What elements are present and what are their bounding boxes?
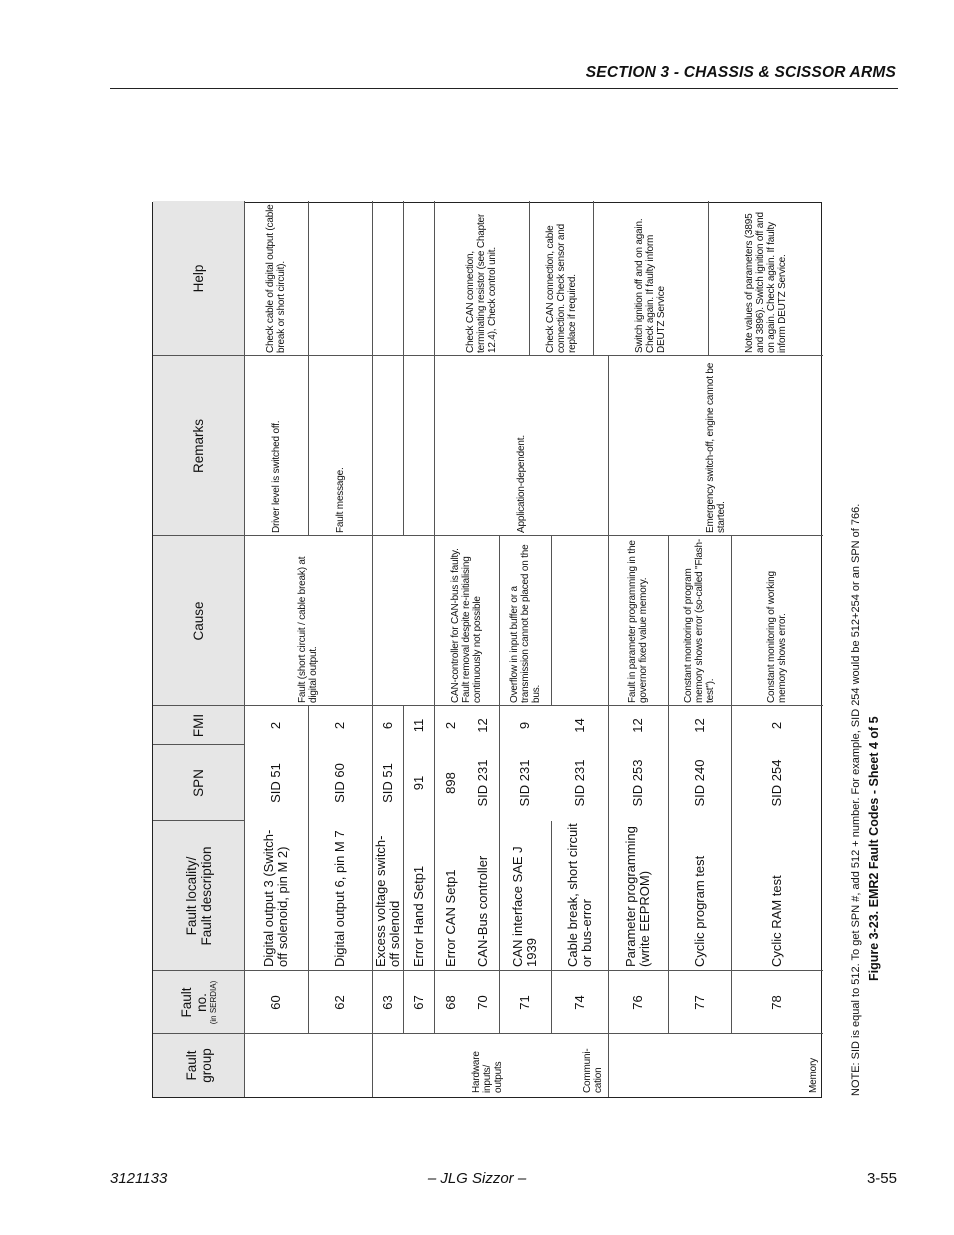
cause-cell: Constant monitoring of program memory shows error (so-called "Flash-test"). <box>683 539 716 703</box>
cause-cell: Overflow in input buffer or a transmission cannot be placed on the bus. <box>508 544 542 703</box>
page-number: 3-55 <box>866 1170 897 1187</box>
table-row-no: 70 <box>475 995 490 1010</box>
help-cell: Check CAN connection, terminating resistor (see Chapter 12.4), Check control unit. <box>465 213 498 353</box>
header-fault-group: Fault group <box>183 1048 214 1083</box>
help-cell: Check CAN connection, cable connection. Check sensor and replace if required. <box>544 224 578 353</box>
table-row-spn: SID 60 <box>332 763 347 803</box>
group-hardware: Hardware inputs/ outputs <box>471 1051 504 1093</box>
table-row-desc: Cyclic RAM test <box>769 875 784 967</box>
table-row-fmi: 11 <box>410 718 426 733</box>
table-row-spn: 898 <box>442 772 458 794</box>
table-row-no: 68 <box>442 995 458 1010</box>
table-row-desc: Error CAN Setp1 <box>442 869 458 967</box>
table-row-spn: SID 240 <box>691 759 707 807</box>
header-fault-locality: Fault locality/ Fault description <box>183 846 214 946</box>
table-row-fmi: 14 <box>571 718 587 733</box>
cause-cell: Constant monitoring of working memory shows error. <box>766 571 788 703</box>
table-row-spn: SID 51 <box>379 763 395 803</box>
table-row-desc: CAN-Bus controller <box>475 855 490 967</box>
remarks-cell: Emergency switch-off, engine cannot be started. <box>704 362 727 533</box>
table-row-spn: SID 231 <box>475 759 490 807</box>
table-row-fmi: 2 <box>442 721 458 730</box>
fault-code-table <box>152 202 822 1098</box>
help-cell: Switch ignition off and on again. Check again. If faulty inform DEUTZ Service <box>634 218 667 353</box>
table-row-desc: Digital output 3 (Switch-off solenoid, pin M 2) <box>261 829 290 967</box>
section-title: SECTION 3 - CHASSIS & SCISSOR ARMS <box>585 64 896 81</box>
remarks-cell: Driver level is switched off. <box>270 420 282 533</box>
header-rule <box>110 88 898 89</box>
header-spn: SPN <box>191 769 206 797</box>
table-row-spn: SID 254 <box>769 759 784 807</box>
table-row-no: 78 <box>769 995 784 1010</box>
table-row-fmi: 12 <box>691 718 707 733</box>
table-row-desc: Cable break, short circuit or bus-error <box>564 823 594 967</box>
cause-cell: Fault in parameter programming in the governor fixed value memory. <box>627 540 649 703</box>
table-row-fmi: 6 <box>379 721 395 730</box>
table-row-no: 77 <box>691 995 707 1010</box>
header-fault-no: Fault no. (in SERDIA) <box>178 980 218 1025</box>
table-row-spn: SID 231 <box>571 759 587 807</box>
table-row-no: 76 <box>630 995 645 1010</box>
footer-title: – JLG Sizzor – <box>427 1170 527 1187</box>
help-cell: Note values of parameters (3895 and 3896). Switch ignition off and on again. Check again. If faulty inform DEUTZ Service. <box>743 212 788 353</box>
table-row-no: 60 <box>268 995 283 1010</box>
table-row-desc: Digital output 6, pin M 7 <box>332 830 347 967</box>
table-row-fmi: 2 <box>769 721 784 730</box>
table-note: NOTE: SID is equal to 512. To get SPN #, add 512 + number. For example, SID 254 would be 512+254 or an SPN of 766. <box>850 503 862 1096</box>
remarks-cell: Application-dependent. <box>515 435 527 533</box>
table-row-desc: Excess voltage switch-off solenoid <box>372 835 402 967</box>
table-row-desc: Error Hand Setp1 <box>410 865 426 967</box>
group-communication: Communi- cation <box>582 1048 604 1093</box>
table-row-no: 63 <box>379 995 395 1010</box>
table-row-desc: Parameter programming (write EEPROM) <box>623 826 652 967</box>
doc-number: 3121133 <box>110 1170 168 1187</box>
cause-cell: CAN-controller for CAN-bus is faulty. Fault removal despite re-initialising continuously not possible <box>450 548 483 703</box>
header-remarks: Remarks <box>191 419 206 474</box>
table-row-no: 74 <box>571 995 587 1010</box>
header-cause: Cause <box>191 601 206 641</box>
table-row-spn: 91 <box>410 775 426 791</box>
help-cell: Check cable of digital output (cable break or short circuit). <box>265 204 287 353</box>
table-row-fmi: 2 <box>332 721 347 730</box>
table-row-fmi: 12 <box>630 718 645 733</box>
remarks-cell: Fault message. <box>334 467 346 533</box>
header-fmi: FMI <box>191 713 206 738</box>
table-row-spn: SID 253 <box>630 759 645 807</box>
header-help: Help <box>191 264 206 293</box>
table-row-desc: Cyclic program test <box>691 855 707 967</box>
cause-cell: Fault (short circuit / cable break) at digital output. <box>297 556 319 703</box>
table-row-spn: SID 231 <box>517 759 532 807</box>
table-row-desc: CAN interface SAE J 1939 <box>510 846 539 967</box>
table-row-spn: SID 51 <box>268 763 283 803</box>
group-memory: Memory <box>808 1058 819 1093</box>
table-row-no: 62 <box>332 995 347 1010</box>
table-row-no: 71 <box>517 995 532 1010</box>
table-row-fmi: 2 <box>268 721 283 730</box>
table-row-fmi: 9 <box>517 721 532 730</box>
table-row-no: 67 <box>410 995 426 1010</box>
table-row-fmi: 12 <box>475 718 490 733</box>
figure-caption: Figure 3-23. EMR2 Fault Codes - Sheet 4 of 5 <box>867 716 881 981</box>
